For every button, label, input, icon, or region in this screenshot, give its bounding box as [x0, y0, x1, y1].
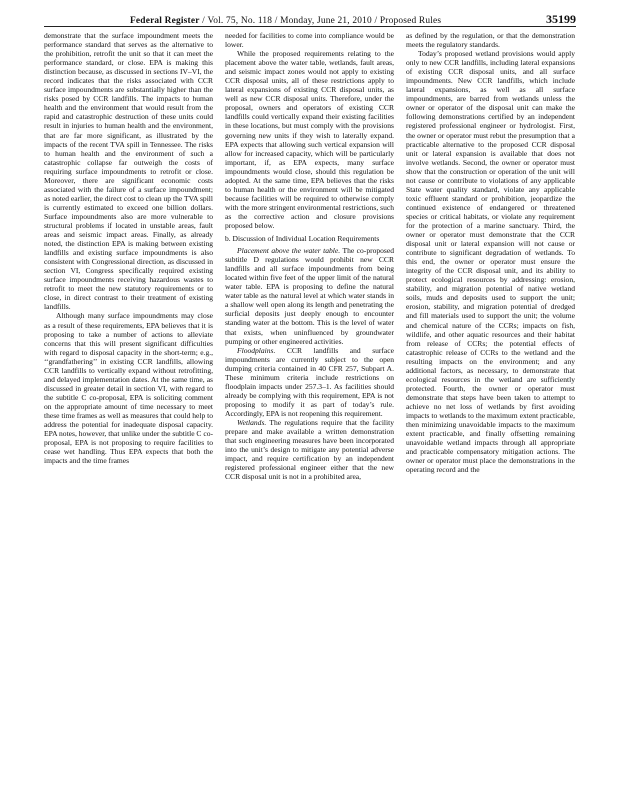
- paragraph-lead: Wetlands.: [237, 417, 267, 427]
- paragraph: [225, 246, 394, 346]
- paragraph-text: demonstrate that the surface impoundment meets the performance standard that serves as the alternative to the prohibition, retrofit the unit so that it can meet the performance standard, or close. EPA is making this distinction because, as discussed in sections IV–VI, the record indicates that the risks associated with CCR surface impoundments are substantially higher than the risks posed by CCR landfills. The impacts to human health and the environment that would result from the rapid and catastrophic destruction of these units could result in injuries to human health and the environment, that are far more significant, as illustrated by the impacts of the recent TVA spill in Tennessee. The risks to human health and the environment of such a catastrophic collapse far outweigh the costs of requiring surface impoundments to retrofit or close. Moreover, there are significant economic costs associated with the failure of a surface impoundment; as noted earlier, the direct cost to clean up the TVA spill is currently estimated to exceed one billion dollars. Surface impoundments also are more vulnerable to structural problems if located in unstable areas, fault areas and seismic impact areas. Finally, as already noted, the distinction EPA is making between existing landfills and existing surface impoundments is also consistent with Congressional direction, as discussed in section VI, Congress specifically required existing surface impoundments receiving hazardous wastes to retrofit to meet the new statutory requirements or to close, in direct contrast to their treatment of existing landfills.: [44, 31, 213, 312]
- page-number: 35199: [546, 12, 576, 26]
- paragraph: [44, 31, 213, 311]
- paragraph-text: While the proposed requirements relating to the placement above the water table, wetlands, fault areas, and seismic impact zones would not apply to existing CCR disposal units, all of these restrictions apply to lateral expansions of existing CCR disposal units, as well as new CCR disposal units. Therefore, under the proposal, owners and operators of existing CCR landfills could vertically expand their existing facilities in these locations, but must comply with the provisions governing new units if they wish to laterally expand. EPA expects that allowing such vertical expansion will allow for increased capacity, which will be particularly important, if, as EPA expects, many surface impoundments would close, should this regulation be adopted. At the same time, EPA believes that the risks to human health or the environment will be mitigated because facilities will be required to otherwise comply with the more stringent environmental restrictions, such as the corrective action and closure provisions proposed below.: [225, 49, 394, 230]
- text-columns: [44, 31, 576, 791]
- paragraph-text: The regulations require that the facility prepare and make available a written demonstration that such engineering measures have been incorporated into the unit’s design to mitigate any potential adverse impact, and require certification by an independent registered professional engineer either that the new CCR disposal unit is not in a prohibited area,: [225, 417, 394, 482]
- paragraph-text: Today’s proposed wetland provisions would apply only to new CCR landfills, including lateral expansions of existing CCR disposal units, and all surface impoundments. New CCR landfills, which include lateral expansions, as well as all surface impoundments, are barred from wetlands unless the owner or operator of the disposal unit can make the following demonstrations certified by an independent registered professional engineer or hydrologist. First, the owner or operator must rebut the presumption that a practicable alternative to the proposed CCR disposal unit or lateral expansion is available that does not involve wetlands. Second, the owner or operator must show that the construction or operation of the unit will not cause or contribute to violations of any applicable State water quality standard, violate any applicable toxic effluent standard or prohibition, jeopardize the continued existence of endangered or threatened species or critical habitats, or violate any requirement for the protection of a marine sanctuary. Third, the owner or operator must demonstrate that the CCR disposal unit or lateral expansion will not cause or contribute to significant degradation of wetlands. To this end, the owner or operator must ensure the integrity of the CCR disposal unit, and its ability to protect ecological resources by addressing: erosion, stability, and migration potential of native wetland soils, muds and deposits used to support the unit; erosion, stability, and migration potential of dredged and fill materials used to support the unit; the volume and chemical nature of the CCRs; impacts on fish, wildlife, and other aquatic resources and their habitat from release of CCRs; the potential effects of catastrophic release of CCRs to the wetland and the resulting impacts on the environment; and any additional factors, as necessary, to demonstrate that ecological resources in the wetland are sufficiently protected. Fourth, the owner or operator must demonstrate that steps have been taken to attempt to achieve no net loss of wetlands by first avoiding impacts to wetlands to the maximum extent practicable, then minimizing unavoidable impacts to the maximum extent practicable, and finally offsetting remaining unavoidable wetland impacts through all appropriate and practicable compensatory mitigation actions. The owner or operator must place the demonstrations in the operating record and the: [406, 49, 575, 475]
- paragraph-lead: Placement above the water table.: [237, 246, 341, 256]
- paragraph: [44, 311, 213, 465]
- section-heading: [225, 234, 394, 243]
- paragraph: [406, 31, 575, 49]
- paragraph-text: as defined by the regulation, or that the demonstration meets the regulatory standards.: [406, 31, 575, 50]
- paragraph: [225, 418, 394, 481]
- header-citation: Federal Register / Vol. 75, No. 118 / Monday, June 21, 2010 / Proposed Rules: [130, 16, 442, 26]
- paragraph: [225, 346, 394, 418]
- issue-number: No. 118: [240, 16, 273, 26]
- paragraph-text: b. Discussion of Individual Location Requirements: [225, 234, 380, 244]
- paragraph: [225, 49, 394, 230]
- volume-number: Vol. 75,: [207, 16, 239, 26]
- column-1: [44, 31, 213, 791]
- paragraph: [406, 49, 575, 474]
- publication-name: Federal Register: [130, 16, 200, 26]
- column-3: [406, 31, 575, 791]
- section-label: Proposed Rules: [379, 16, 442, 26]
- publication-date: Monday, June 21, 2010: [280, 16, 372, 26]
- paragraph-lead: Floodplains.: [237, 345, 276, 355]
- column-2: [225, 31, 394, 791]
- paragraph-text: Although many surface impoundments may close as a result of these requirements, EPA believes that it is proposing to take a number of actions to alleviate concerns that this will present significant difficulties with regard to disposal capacity in the short-term; e.g., ‘‘grandfathering’’ in existing CCR landfills, allowing CCR landfills to vertically expand without retrofitting, and delayed implementation dates. At the same time, as discussed in greater detail in section VI, with regard to the subtitle C co-proposal, EPA is soliciting comment on the appropriate amount of time necessary to meet these time frames as well as measures that could help to address the potential for inadequate disposal capacity. EPA notes, however, that unlike under the subtitle C co-proposal, EPA is not proposing to require facilities to cease wet handling. Thus EPA expects that both the impacts and the time frames: [44, 311, 213, 466]
- paragraph: [225, 31, 394, 49]
- page-header: [44, 10, 576, 32]
- paragraph-text: CCR landfills and surface impoundments are currently subject to the open dumping criteria contained in 40 CFR 257, Subpart A. These minimum criteria include restrictions on floodplain impacts under 257.3–1. As facilities should already be complying with this requirement, EPA is not proposing to modify it as part of today’s rule. Accordingly, EPA is not reopening this requirement.: [225, 345, 394, 418]
- paragraph-text: needed for facilities to come into compliance would be lower.: [225, 31, 394, 50]
- paragraph-text: The co-proposed subtitle D regulations would prohibit new CCR landfills and all surface impoundments from being located within five feet of the upper limit of the natural water table. EPA is proposing to define the natural water table as the natural level at which water stands in a shallow well open along its length and penetrating the surficial deposits just deeply enough to encounter standing water at the bottom. This is the level of water that exists, when uninfluenced by groundwater pumping or other engineered activities.: [225, 246, 394, 346]
- header-rule: [44, 26, 576, 27]
